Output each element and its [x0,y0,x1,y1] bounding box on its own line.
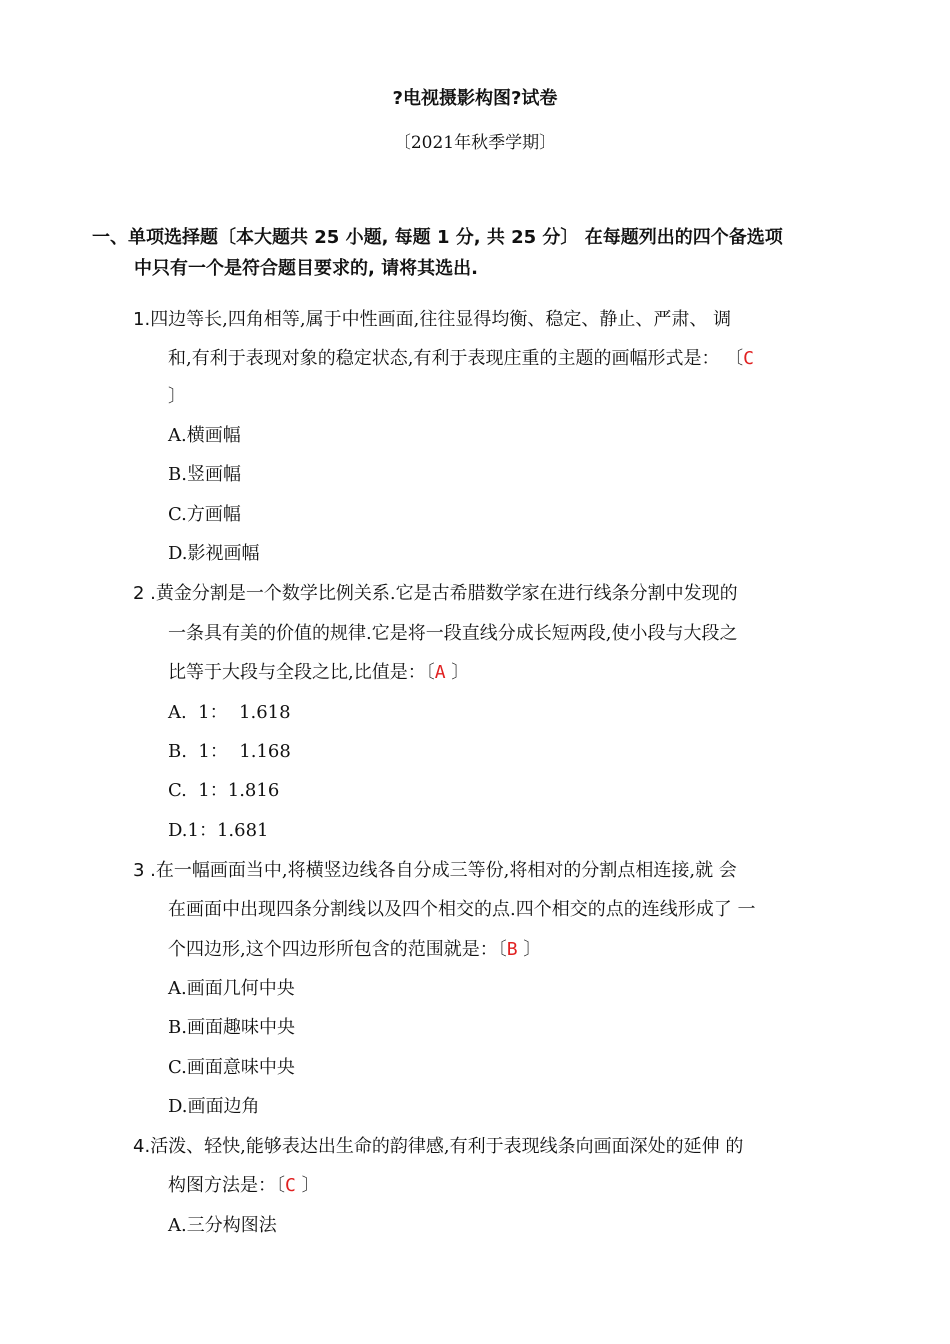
question-1-answer: C [743,348,755,369]
question-1-text-2: 和,有利于表现对象的稳定状态,有利于表现庄重的主题的画幅形式是： 〔 [168,348,744,369]
document-subtitle: 〔2021年秋季学期〕 [393,133,557,153]
question-3-option-b: B.画面趣味中央 [168,1017,295,1038]
question-2-line1 [133,574,853,614]
question-1-line3: 〕 [168,386,186,407]
question-3-number: 3 . [133,860,156,881]
question-4-line1 [133,1127,853,1167]
section-heading [92,222,852,284]
question-2-option-a: A. 1： 1.618 [168,702,291,723]
question-4-text-1: 活泼、轻快,能够表达出生命的韵律感,有利于表现线条向画面深处的延伸 的 [150,1136,744,1157]
question-4-bracket-close: 〕 [295,1175,320,1196]
section-heading-line1: 一、单项选择题〔本大题共 25 小题, 每题 1 分, 共 25 分〕 在每题列出的四个备选项 [92,227,783,248]
question-3-text-1: 在一幅画面当中,将横竖边线各自分成三等份,将相对的分割点相连接,就 会 [155,860,737,881]
question-1-text-1: 四边等长,四角相等,属于中性画面,往往显得均衡、稳定、静止、严肃、 调 [150,309,732,330]
question-2-answer: A [434,662,446,683]
question-3-bracket-close: 〕 [517,939,542,960]
question-1-option-b: B.竖画幅 [168,464,241,485]
document-title: ?电视摄影构图?试卷 [392,88,558,109]
question-2-text-1: 黄金分割是一个数学比例关系.它是古希腊数学家在进行线条分割中发现的 [155,583,738,604]
question-3-line1 [133,851,853,891]
question-3-option-d: D.画面边角 [168,1096,260,1117]
question-1-line1 [133,300,853,340]
question-3-option-a: A.画面几何中央 [168,978,295,999]
question-2-line3 [168,653,848,693]
question-2-option-d: D.1：1.681 [168,820,269,841]
question-3-line2: 在画面中出现四条分割线以及四个相交的点.四个相交的点的连线形成了 一 [168,899,756,920]
question-2-line2: 一条具有美的价值的规律.它是将一段直线分成长短两段,使小段与大段之 [168,623,738,644]
question-3-text-3: 个四边形,这个四边形所包含的范围就是：〔 [168,939,507,960]
question-4-line2 [168,1166,848,1206]
question-3-line3 [168,930,848,970]
section-heading-line2: 中只有一个是符合题目要求的, 请将其选出. [134,258,478,279]
question-3-option-c: C.画面意味中央 [168,1057,295,1078]
question-2-text-3: 比等于大段与全段之比,比值是：〔 [168,662,435,683]
question-1-option-c: C.方画幅 [168,504,241,525]
question-4-answer: C [285,1175,296,1196]
question-2-bracket-close: 〕 [445,662,470,683]
question-1-option-d: D.影视画幅 [168,543,260,564]
question-1-option-a: A.横画幅 [168,425,241,446]
question-2-number: 2 . [133,583,156,604]
question-1-number: 1. [133,309,151,330]
question-2-option-b: B. 1： 1.168 [168,741,291,762]
question-1-line2 [168,339,848,379]
question-4-option-a: A.三分构图法 [168,1215,277,1236]
question-4-text-2: 构图方法是：〔 [168,1175,285,1196]
question-4-number: 4. [133,1136,151,1157]
question-3-answer: B [506,939,518,960]
question-2-option-c: C. 1：1.816 [168,780,280,801]
